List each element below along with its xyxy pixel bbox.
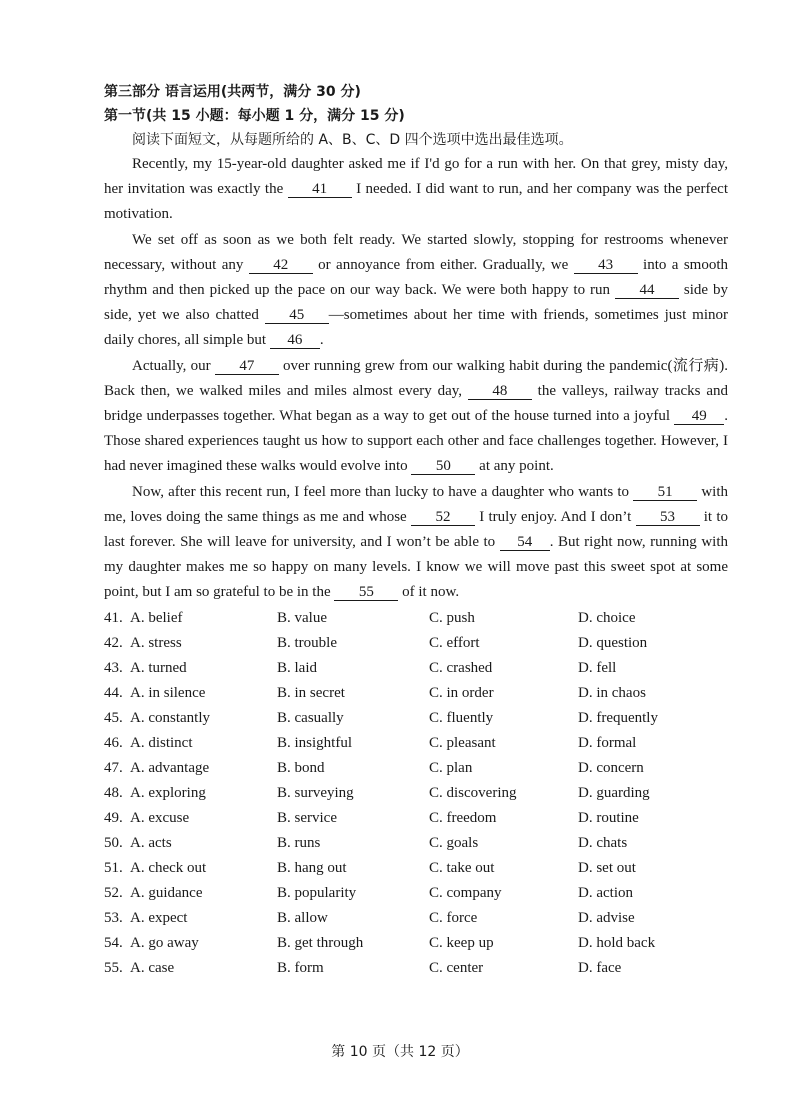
question-number: 50. (104, 834, 123, 851)
question-row (104, 881, 728, 906)
question-row (104, 806, 728, 831)
option-c: C. discovering (429, 784, 517, 801)
passage-paragraph-4: Now, after this recent run, I feel more than lucky to have a daughter who wants to 51 with me, loves doing the same things as me and whose 52 I truly enjoy. And I don’t 53 it to last forever. She will leave for university, and I won’t be able to 54 . But right now, running with my daughter makes me so happy on many levels. I know we will move past this sweet spot at some point, but I am so grateful to be in the 55 of it now. (104, 483, 728, 601)
option-a: A. expect (130, 909, 188, 926)
option-b: B. bond (277, 759, 325, 776)
answer-options (104, 606, 728, 981)
question-number: 42. (104, 634, 123, 651)
option-c: C. freedom (429, 809, 497, 826)
question-number: 48. (104, 784, 123, 801)
question-number: 53. (104, 909, 123, 926)
question-row (104, 606, 728, 631)
blank-46: 46 (270, 332, 320, 349)
option-b: B. hang out (277, 859, 347, 876)
blank-49: 49 (674, 408, 724, 425)
option-d: D. hold back (578, 934, 656, 951)
question-number: 41. (104, 609, 123, 626)
option-d: D. advise (578, 909, 635, 926)
blank-41: 41 (288, 181, 352, 198)
option-d: D. in chaos (578, 684, 646, 701)
option-a: A. case (130, 959, 175, 976)
question-row (104, 631, 728, 656)
option-c: C. force (429, 909, 478, 926)
option-c: C. in order (429, 684, 494, 701)
option-b: B. insightful (277, 734, 353, 751)
question-row (104, 831, 728, 856)
question-number: 54. (104, 934, 123, 951)
option-c: C. center (429, 959, 484, 976)
option-c: C. effort (429, 634, 480, 651)
question-row (104, 781, 728, 806)
question-row (104, 656, 728, 681)
option-c: C. keep up (429, 934, 494, 951)
blank-51: 51 (633, 484, 697, 501)
option-a: A. exploring (130, 784, 206, 801)
option-a: A. in silence (130, 684, 206, 701)
option-d: D. choice (578, 609, 636, 626)
blank-55: 55 (334, 584, 398, 601)
blank-53: 53 (636, 509, 700, 526)
question-row (104, 756, 728, 781)
question-number: 47. (104, 759, 123, 776)
option-c: C. crashed (429, 659, 493, 676)
option-a: A. constantly (130, 709, 210, 726)
passage-paragraph-3: Actually, our 47 over running grew from our walking habit during the pandemic(流行病). Back then, we walked miles and miles almost every day, 48 the valleys, railway tracks and bridge underpasses together. What began as a way to get out of the house turned into a joyful 49 . Those shared experiences taught us how to support each other and face challenges together. However, I had never imagined these walks would evolve into 50 at any point. (104, 357, 729, 475)
option-b: B. trouble (277, 634, 337, 651)
exam-page (104, 80, 728, 981)
question-row (104, 956, 728, 981)
option-a: A. advantage (130, 759, 210, 776)
option-a: A. go away (130, 934, 199, 951)
subsection-heading: 第一节(共 15 小题：每小题 1 分，满分 15 分) (104, 108, 405, 124)
question-number: 45. (104, 709, 123, 726)
option-c: C. company (429, 884, 502, 901)
blank-52: 52 (411, 509, 475, 526)
blank-48: 48 (468, 383, 532, 400)
option-c: C. push (429, 609, 475, 626)
option-b: B. value (277, 609, 327, 626)
option-c: C. goals (429, 834, 479, 851)
option-a: A. stress (130, 634, 182, 651)
question-row (104, 706, 728, 731)
section-heading: 第三部分 语言运用(共两节，满分 30 分) (104, 84, 361, 100)
question-number: 51. (104, 859, 123, 876)
blank-47: 47 (215, 358, 279, 375)
option-b: B. service (277, 809, 337, 826)
question-number: 55. (104, 959, 123, 976)
option-b: B. laid (277, 659, 317, 676)
question-row (104, 906, 728, 931)
instructions: 阅读下面短文，从每题所给的 A、B、C、D 四个选项中选出最佳选项。 (132, 132, 573, 148)
page-footer: 第 10 页（共 12 页） (331, 1044, 469, 1060)
passage-paragraph-2: We set off as soon as we both felt ready. We started slowly, stopping for restrooms whenever necessary, without any 42 or annoyance from either. Gradually, we 43 into a smooth rhythm and then picked up the pace on our way back. We were both happy to run 44 side by side, yet we also chatted 45 —sometimes about her time with friends, sometimes just minor daily chores, all simple but 46 . (104, 231, 729, 349)
option-c: C. fluently (429, 709, 494, 726)
option-a: A. turned (130, 659, 187, 676)
option-b: B. surveying (277, 784, 354, 801)
option-d: D. frequently (578, 709, 658, 726)
option-d: D. guarding (578, 784, 650, 801)
option-c: C. pleasant (429, 734, 496, 751)
question-number: 43. (104, 659, 123, 676)
option-b: B. in secret (277, 684, 345, 701)
option-a: A. guidance (130, 884, 203, 901)
question-row (104, 931, 728, 956)
option-d: D. action (578, 884, 633, 901)
option-a: A. acts (130, 834, 172, 851)
blank-45: 45 (265, 307, 329, 324)
option-d: D. question (578, 634, 648, 651)
blank-42: 42 (249, 257, 313, 274)
option-c: C. take out (429, 859, 495, 876)
blank-54: 54 (500, 534, 550, 551)
option-b: B. casually (277, 709, 344, 726)
question-row (104, 731, 728, 756)
question-number: 52. (104, 884, 123, 901)
question-row (104, 856, 728, 881)
question-number: 49. (104, 809, 123, 826)
passage-paragraph-1: Recently, my 15-year-old daughter asked me if I'd go for a run with her. On that grey, misty day, her invitation was exactly the 41 I needed. I did want to run, and her company was the perfect motivation. (104, 156, 728, 223)
option-b: B. runs (277, 834, 321, 851)
option-d: D. chats (578, 834, 628, 851)
option-b: B. popularity (277, 884, 357, 901)
option-a: A. distinct (130, 734, 193, 751)
option-a: A. excuse (130, 809, 190, 826)
option-d: D. set out (578, 859, 636, 876)
question-row (104, 681, 728, 706)
question-number: 46. (104, 734, 123, 751)
option-d: D. fell (578, 659, 617, 676)
blank-44: 44 (615, 282, 679, 299)
option-b: B. get through (277, 934, 364, 951)
option-a: A. belief (130, 609, 183, 626)
option-c: C. plan (429, 759, 473, 776)
option-a: A. check out (130, 859, 207, 876)
option-d: D. concern (578, 759, 644, 776)
option-b: B. allow (277, 909, 328, 926)
blank-50: 50 (411, 458, 475, 475)
blank-43: 43 (574, 257, 638, 274)
option-d: D. formal (578, 734, 637, 751)
option-b: B. form (277, 959, 324, 976)
option-d: D. routine (578, 809, 639, 826)
question-number: 44. (104, 684, 123, 701)
option-d: D. face (578, 959, 622, 976)
